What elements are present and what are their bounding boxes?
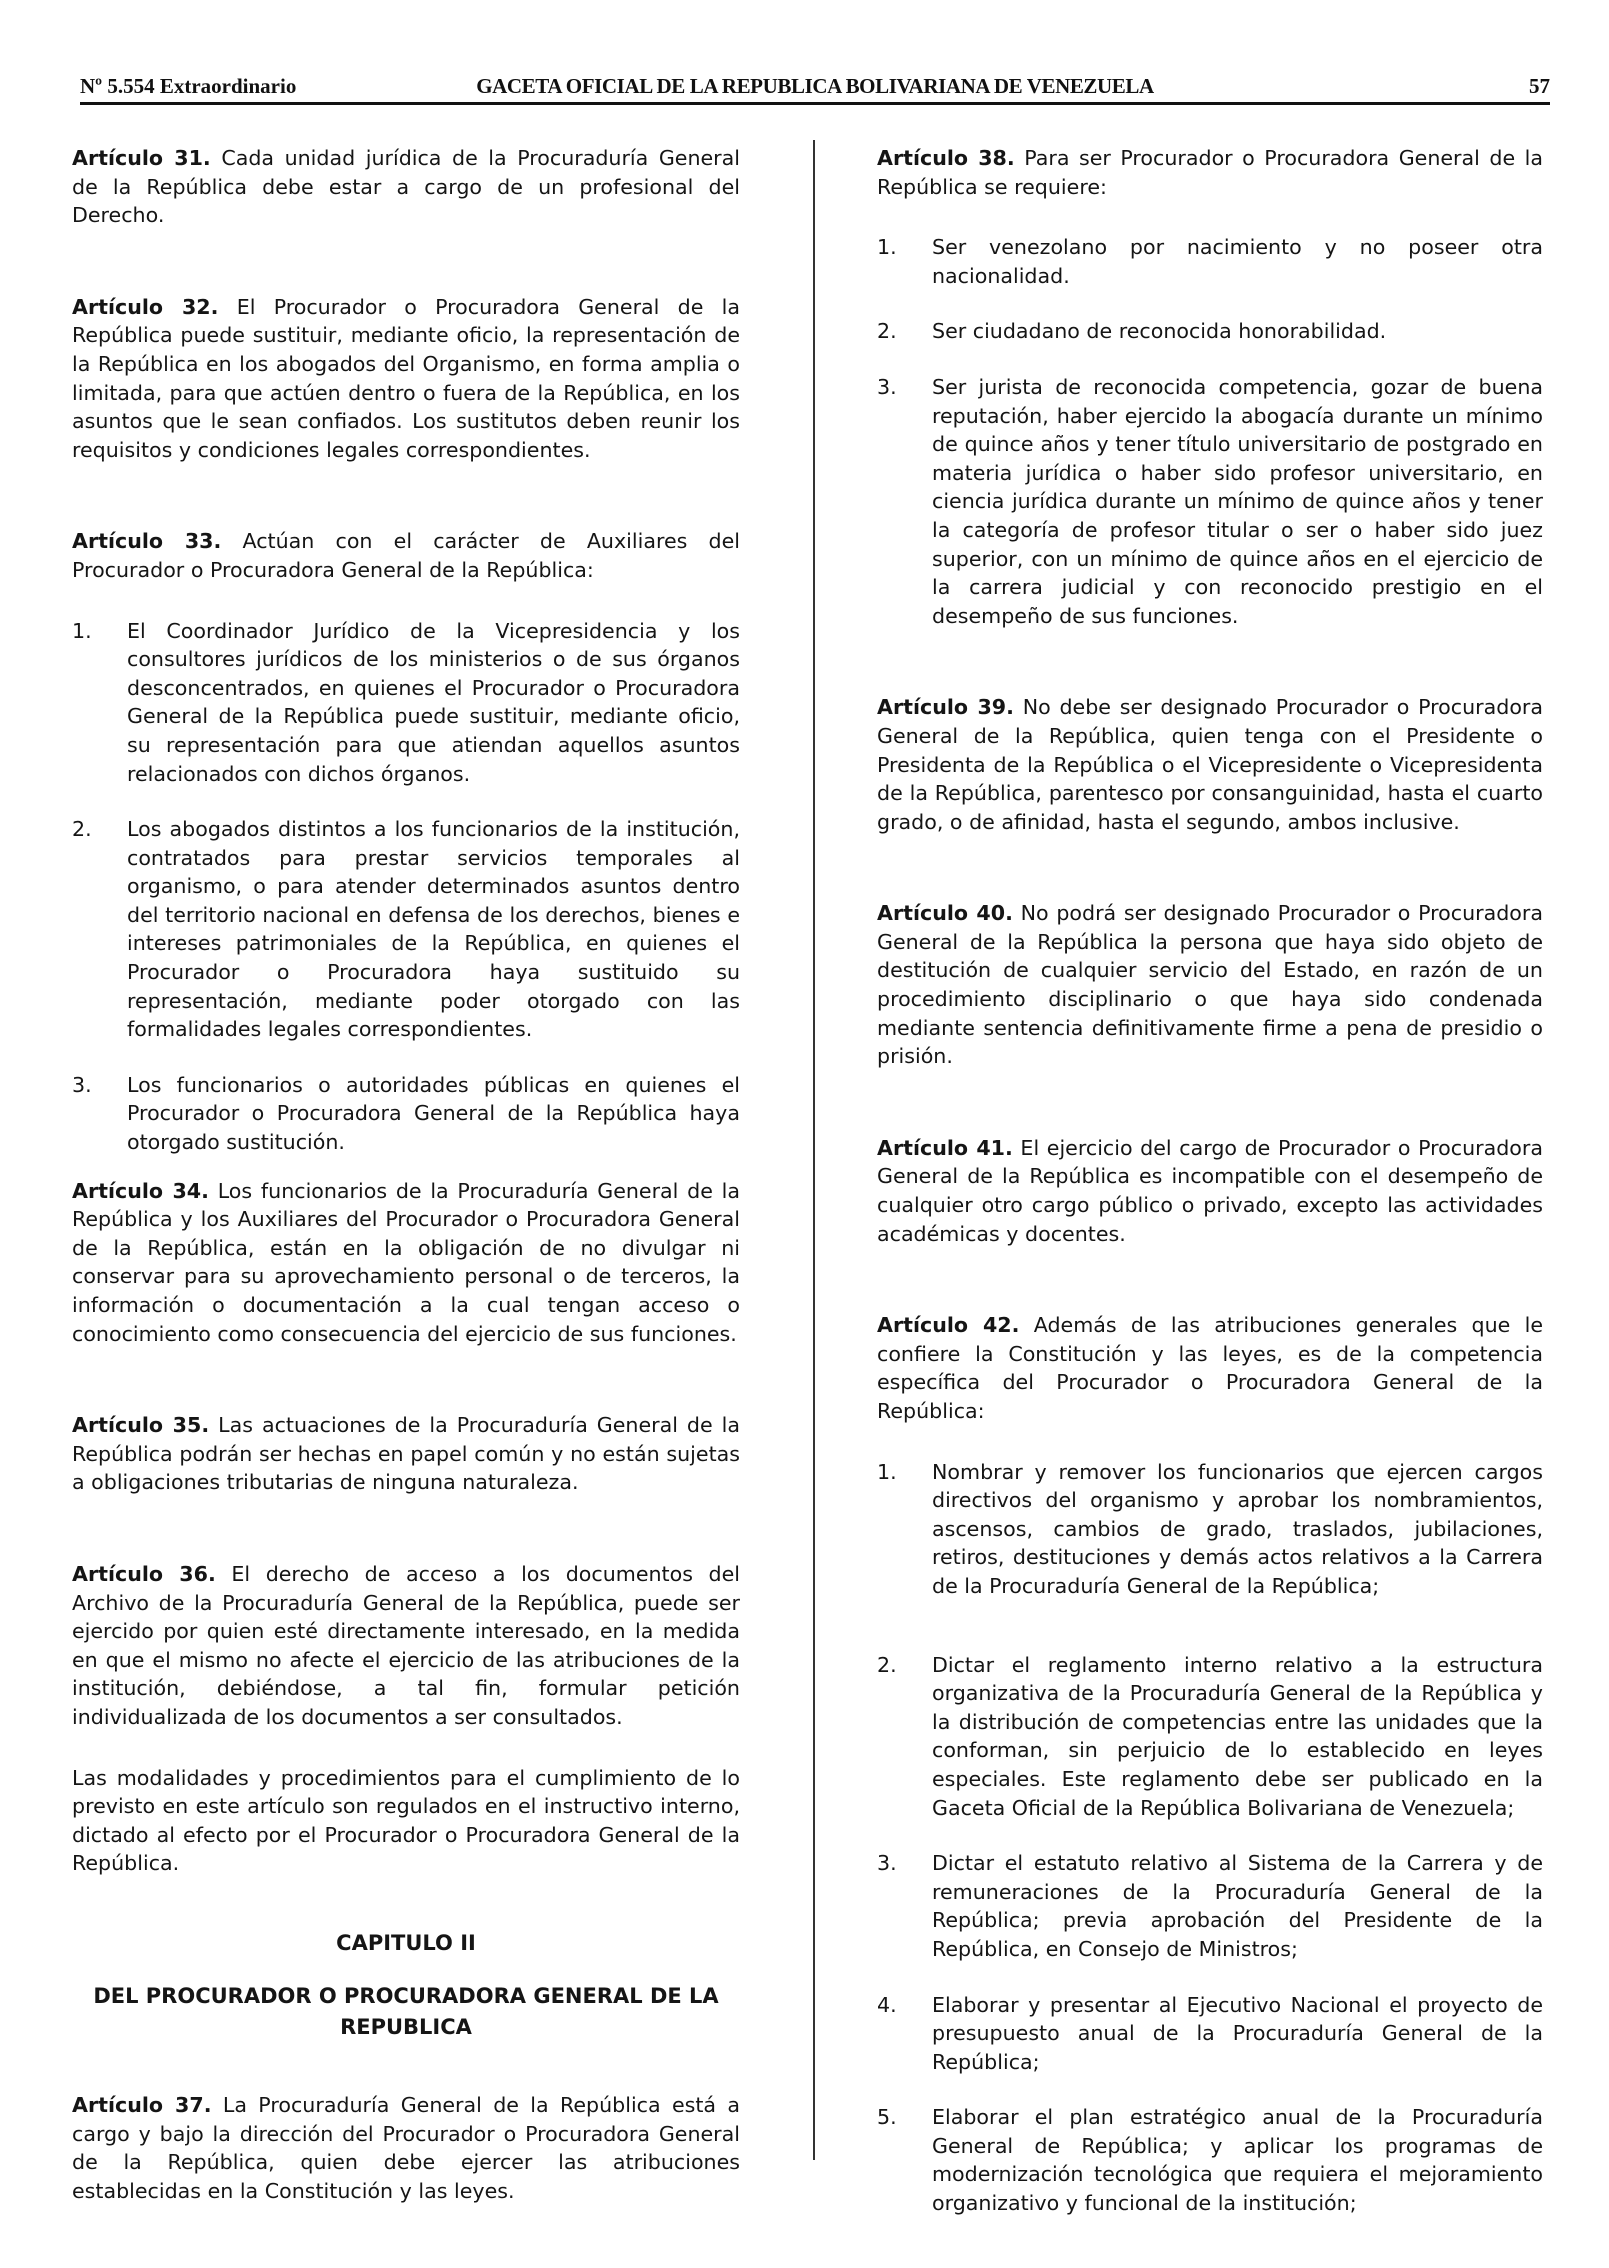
column-divider [813, 140, 815, 2160]
article-42-list [877, 1458, 1543, 2218]
item-number: 3. [877, 374, 897, 399]
article-40 [877, 899, 1543, 1071]
list-item [72, 1071, 740, 1157]
article-label: Artículo 39. [877, 695, 1014, 720]
item-text: Ser ciudadano de reconocida honorabilidad. [932, 319, 1387, 344]
chapter-number: CAPITULO II [336, 1930, 476, 1955]
gazette-title: GACETA OFICIAL DE LA REPUBLICA BOLIVARIANA DE VENEZUELA [476, 74, 1154, 98]
article-label: Artículo 34. [72, 1178, 209, 1203]
article-label: Artículo 36. [72, 1561, 216, 1586]
article-text: El Procurador o Procuradora General de la República puede sustituir, mediante oficio, la representación de la República en los abogados del Organismo, en forma amplia o limitada, para que actúen dentro o fuera de la República, en los asuntos que le sean confiados. Los sustitutos deben reunir los requisitos y condiciones legales correspondientes. [72, 294, 740, 462]
article-text: Los funcionarios de la Procuraduría General de la República y los Auxiliares del Procurador o Procuradora General de la República, están en la obligación de no divulgar ni conservar para su aprovechamiento personal o de terceros, la información o documentación a la cual tengan acceso o conocimiento como consecuencia del ejercicio de sus funciones. [72, 1178, 740, 1346]
article-label: Artículo 38. [877, 146, 1015, 170]
list-item [877, 1458, 1543, 1601]
article-paragraph [72, 1560, 740, 1732]
header-rule [80, 102, 1550, 105]
article-paragraph: Las modalidades y procedimientos para el cumplimiento de lo previsto en este artículo son regulados en el instructivo interno, dictado al efecto por el Procurador o Procuradora General de la República. [72, 1765, 740, 1876]
article-label: Artículo 31. [72, 146, 211, 170]
item-text: Nombrar y remover los funcionarios que ejercen cargos directivos del organismo y aprobar los nombramientos, ascensos, cambios de grado, traslados, jubilaciones, retiros, destituciones y demás actos relativos a la Carrera de la Procuraduría General de la República; [932, 1459, 1543, 1598]
right-column [877, 144, 1543, 2245]
item-number: 1. [877, 1459, 897, 1484]
list-item [72, 617, 740, 789]
article-35 [72, 1411, 740, 1497]
chapter-heading [72, 1928, 740, 2043]
page-header [80, 72, 1550, 102]
item-text: Los funcionarios o autoridades públicas en quienes el Procurador o Procuradora General de la República haya otorgado sustitución. [127, 1072, 740, 1155]
article-31 [72, 144, 740, 230]
article-33 [72, 527, 740, 1156]
item-number: 2. [877, 1652, 897, 1677]
item-text: Los abogados distintos a los funcionarios de la institución, contratados para prestar servicios temporales al organismo, o para atender determinados asuntos dentro del territorio nacional en defensa de los derechos, bienes e intereses patrimoniales de la República, en quienes el Procurador o Procuradora haya sustituido su representación, mediante poder otorgado con las formalidades legales correspondientes. [127, 817, 740, 1042]
article-label: Artículo 32. [72, 294, 219, 319]
item-text: Dictar el estatuto relativo al Sistema de la Carrera y de remuneraciones de la Procuraduría General de la República; previa aprobación del Presidente de la República, en Consejo de Ministros; [932, 1851, 1543, 1961]
article-38-list [877, 233, 1543, 630]
item-number: 1. [877, 235, 897, 260]
item-number: 3. [877, 1851, 897, 1876]
list-item [877, 317, 1543, 346]
list-item [877, 1991, 1543, 2077]
article-36 [72, 1560, 740, 1878]
article-label: Artículo 35. [72, 1413, 210, 1438]
article-41 [877, 1134, 1543, 1248]
article-34 [72, 1177, 740, 1349]
article-33-list [72, 617, 740, 1157]
article-label: Artículo 33. [72, 529, 222, 554]
item-number: 5. [877, 2105, 897, 2130]
article-32 [72, 293, 740, 465]
article-text: Además de las atribuciones generales que le confiere la Constitución y las leyes, es de la competencia específica del Procurador o Procuradora General de la República: [877, 1313, 1543, 1423]
article-text: Actúan con el carácter de Auxiliares del Procurador o Procuradora General de la República: [72, 529, 740, 582]
article-label: Artículo 41. [877, 1135, 1013, 1160]
article-text: La Procuraduría General de la República está a cargo y bajo la dirección del Procurador o Procuradora General de la República, quien debe ejercer las atribuciones establecidas en la Constitución y las leyes. [72, 2092, 740, 2203]
article-38 [877, 144, 1543, 630]
article-label: Artículo 37. [72, 2092, 212, 2117]
page-number: 57 [1529, 74, 1550, 98]
article-intro [877, 144, 1543, 201]
list-item [877, 233, 1543, 290]
list-item [877, 373, 1543, 630]
item-number: 1. [72, 618, 92, 643]
article-text: Para ser Procurador o Procuradora General de la República se requiere: [877, 146, 1544, 199]
article-intro [877, 1311, 1543, 1425]
article-42 [877, 1311, 1543, 2217]
article-37 [72, 2091, 740, 2205]
item-number: 4. [877, 1992, 897, 2017]
article-text: Cada unidad jurídica de la Procuraduría General de la República debe estar a cargo de un profesional del Derecho. [72, 146, 740, 228]
article-text: No podrá ser designado Procurador o Procuradora General de la República la persona que haya sido objeto de destitución de cualquier servicio del Estado, en razón de un procedimiento disciplinario o que haya sido condenada mediante sentencia definitivamente firme a pena de presidio o prisión. [877, 901, 1543, 1069]
left-column [72, 144, 740, 2268]
article-text: El ejercicio del cargo de Procurador o Procuradora General de la República es incompatible con el desempeño de cualquier otro cargo público o privado, excepto las actividades académicas y docentes. [877, 1135, 1543, 1246]
item-text: Elaborar el plan estratégico anual de la Procuraduría General de República; y aplicar los programas de modernización tecnológica que requiera el mejoramiento organizativo y funcional de la institución; [932, 2105, 1543, 2216]
item-text: Dictar el reglamento interno relativo a la estructura organizativa de la Procuraduría General de la República y la distribución de competencias entre las unidades que la conforman, sin perjuicio de lo establecido en leyes especiales. Este reglamento debe ser publicado en la Gaceta Oficial de la República Bolivariana de Venezuela; [932, 1652, 1543, 1820]
item-text: El Coordinador Jurídico de la Vicepresidencia y los consultores jurídicos de los ministerios o de sus órganos desconcentrados, en quienes el Procurador o Procuradora General de la República puede sustituir, mediante oficio, su representación para que atiendan aquellos asuntos relacionados con dichos órganos. [127, 618, 740, 786]
article-label: Artículo 42. [877, 1313, 1020, 1338]
item-text: Elaborar y presentar al Ejecutivo Nacional el proyecto de presupuesto anual de la Procuraduría General de la República; [932, 1992, 1543, 2074]
list-item [877, 1849, 1543, 1963]
list-item [877, 1651, 1543, 1823]
article-label: Artículo 40. [877, 901, 1013, 926]
list-item [877, 2103, 1543, 2217]
article-text: Las actuaciones de la Procuraduría General de la República podrán ser hechas en papel común y no están sujetas a obligaciones tributarias de ninguna naturaleza. [72, 1413, 740, 1495]
list-item [72, 815, 740, 1044]
article-intro [72, 527, 740, 584]
article-text: El derecho de acceso a los documentos del Archivo de la Procuraduría General de la República, puede ser ejercido por quien esté directamente interesado, en la medida en que el mismo no afecte el ejercicio de las atribuciones de la institución, debiéndose, a tal fin, formular petición individualizada de los documentos a ser consultados. [72, 1561, 740, 1729]
item-text: Ser venezolano por nacimiento y no poseer otra nacionalidad. [932, 235, 1543, 288]
item-number: 2. [877, 319, 897, 344]
item-number: 3. [72, 1072, 92, 1097]
chapter-title: DEL PROCURADOR O PROCURADORA GENERAL DE LA REPUBLICA [93, 1983, 719, 2039]
article-39 [877, 693, 1543, 836]
article-text: No debe ser designado Procurador o Procuradora General de la República, quien tenga con el Presidente o Presidenta de la República o el Vicepresidente o Vicepresidenta de la República, parentesco por consanguinidad, hasta el cuarto grado, o de afinidad, hasta el segundo, ambos inclusive. [877, 695, 1544, 834]
item-text: Ser jurista de reconocida competencia, gozar de buena reputación, haber ejercido la abogacía durante un mínimo de quince años y tener título universitario de postgrado en materia jurídica o haber sido profesor universitario, en ciencia jurídica durante un mínimo de quince años y tener la categoría de profesor titular o ser o haber sido juez superior, con un mínimo de quince años en el ejercicio de la carrera judicial y con reconocido prestigio en el desempeño de sus funciones. [932, 374, 1543, 628]
item-number: 2. [72, 817, 92, 842]
issue-number: Nº 5.554 Extraordinario [80, 74, 297, 98]
